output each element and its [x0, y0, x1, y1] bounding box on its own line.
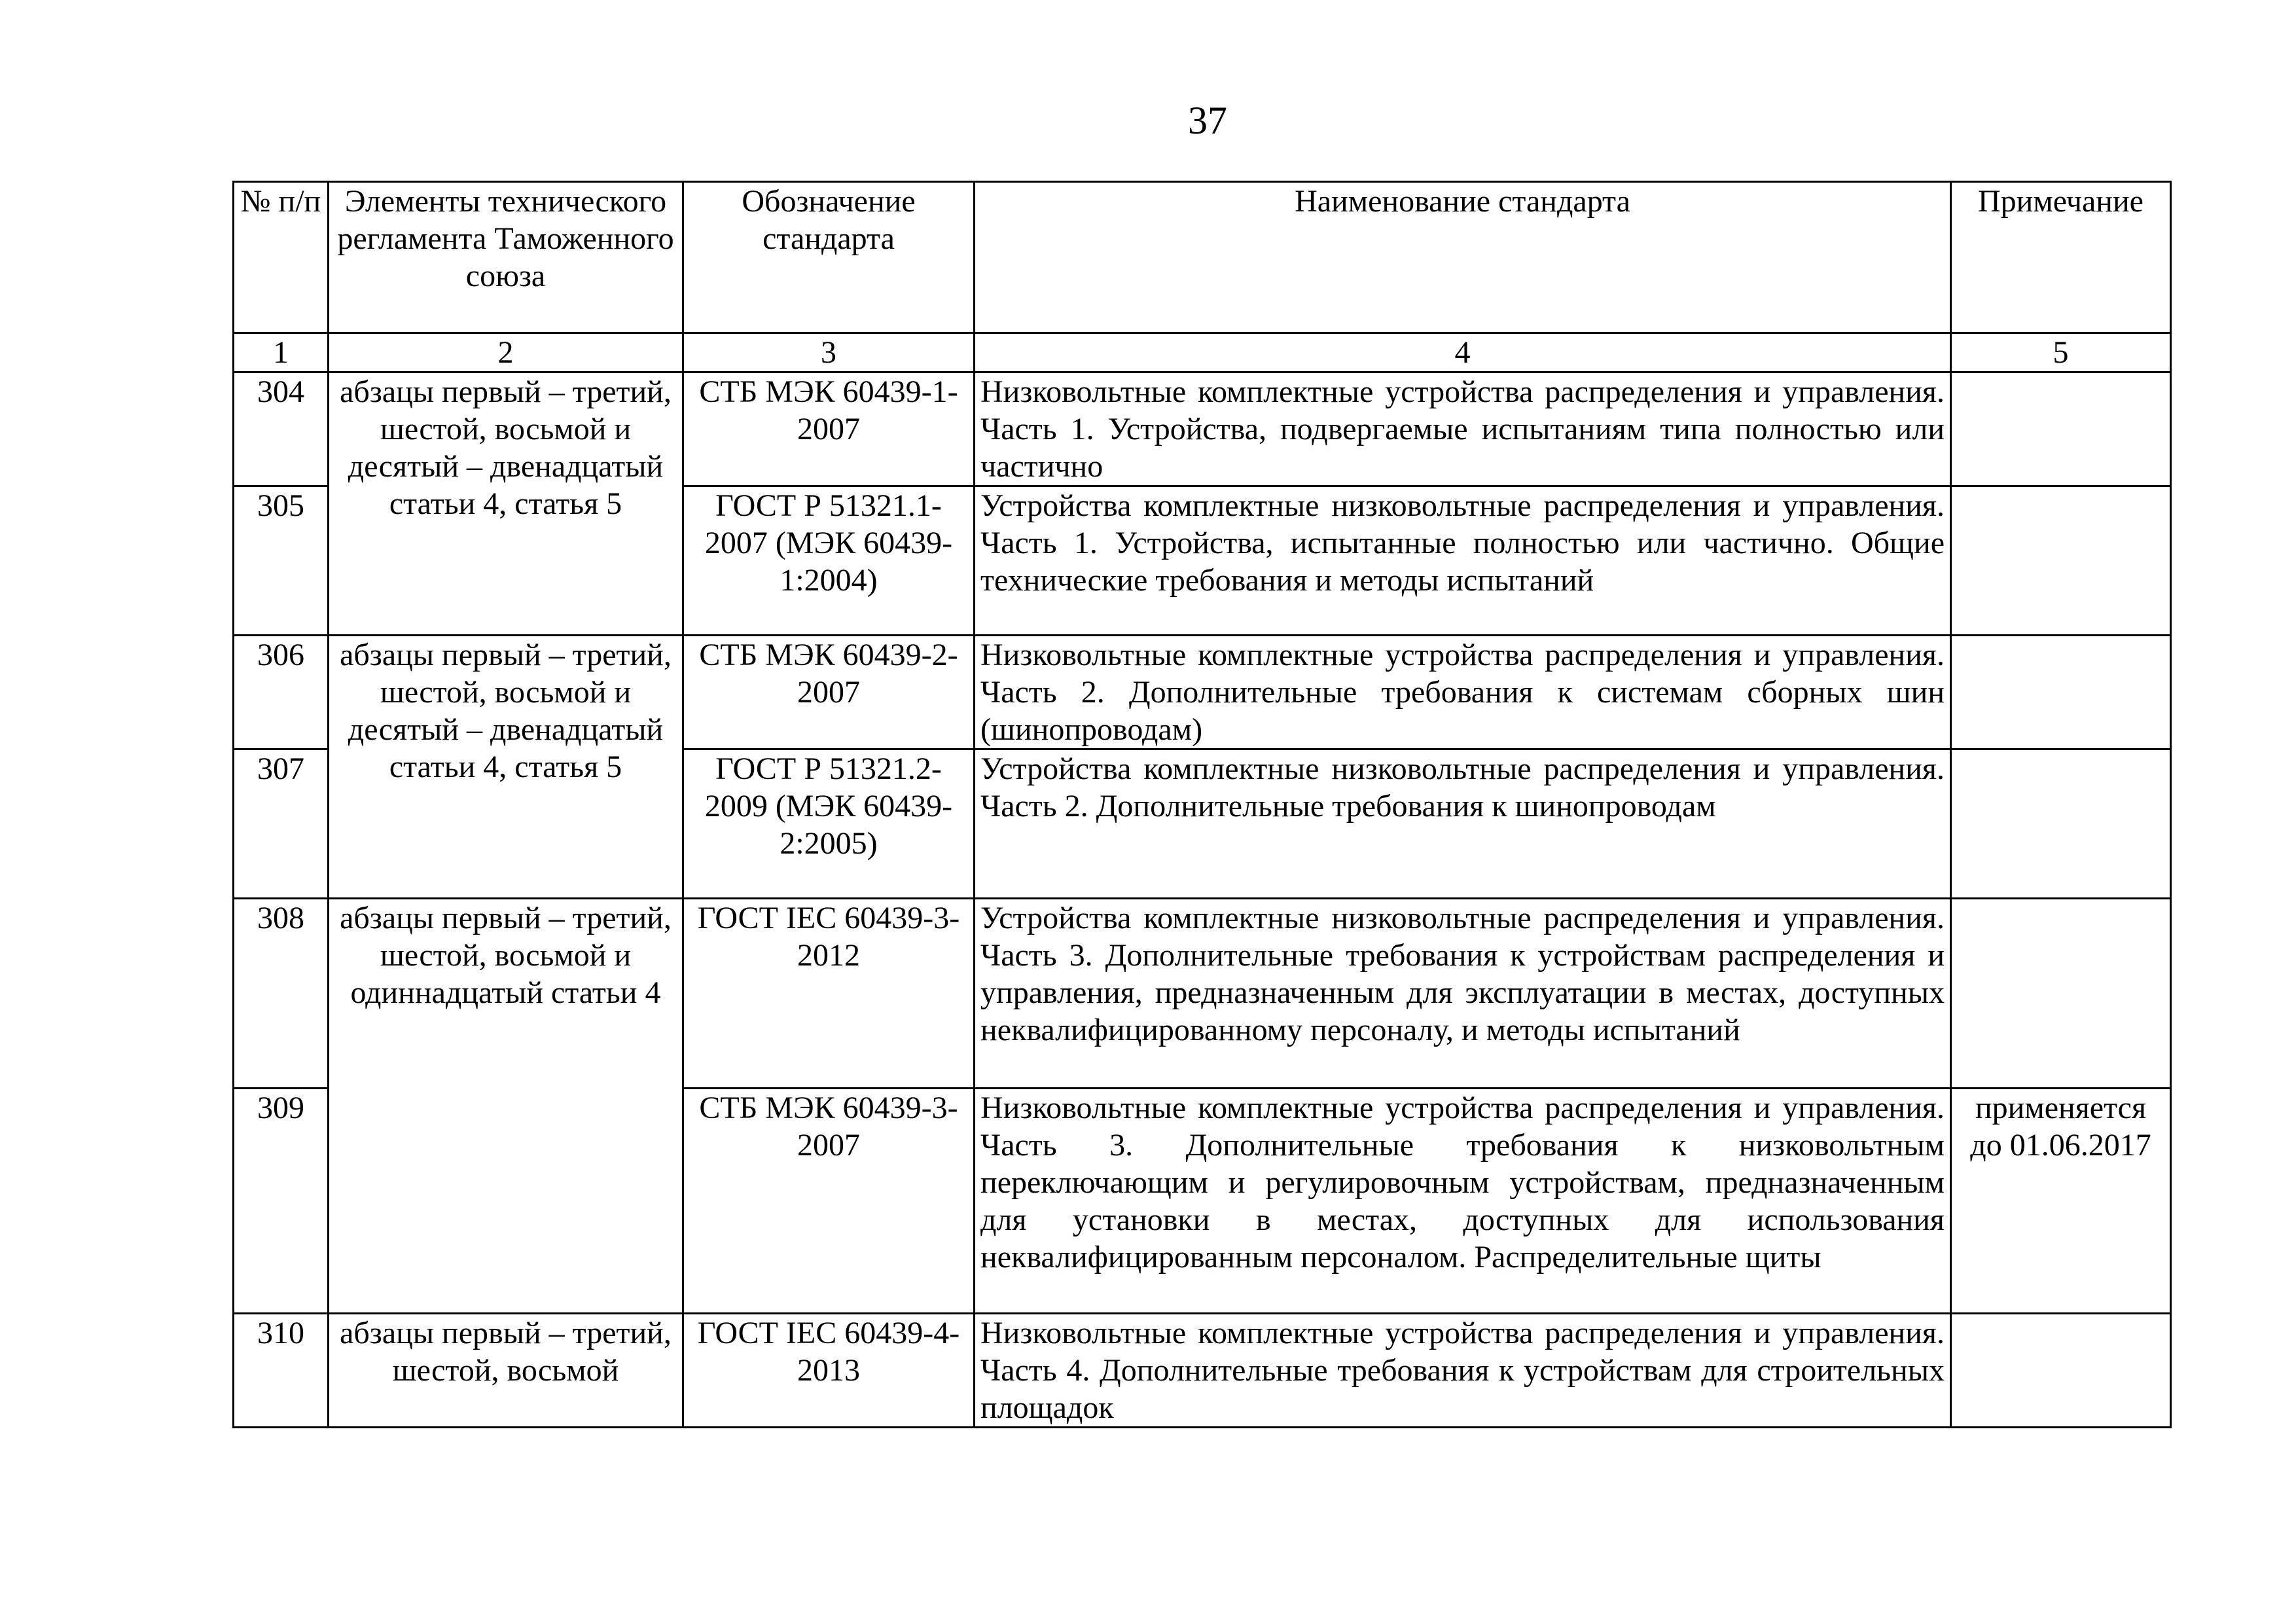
note: применяется до 01.06.2017: [1951, 1089, 2171, 1314]
row-number: 306: [234, 636, 329, 749]
row-number: 304: [234, 372, 329, 486]
table-row: [234, 372, 2171, 486]
standard-name: [975, 899, 1951, 1089]
standard-name-text: Низковольтные комплектные устройства распределения и управления. Часть 1. Устройства, подвергаемые испытаниям типа полностью или частично: [980, 374, 1945, 484]
standard-name: [975, 1089, 1951, 1314]
standard-name-text: Низковольтные комплектные устройства распределения и управления. Часть 4. Дополнительные требования к устройствам для строительных площадок: [980, 1316, 1945, 1425]
page-number: 37: [1188, 99, 1227, 142]
note: [1951, 749, 2171, 899]
standard-name-text: Устройства комплектные низковольтные распределения и управления. Часть 3. Дополнительные требования к устройствам распределения и управления, предназначенным для эксплуатации в местах, доступных неквалифицированному персоналу, и методы испытаний: [980, 901, 1945, 1047]
column-number: 2: [329, 333, 683, 372]
row-number: 308: [234, 899, 329, 1089]
regulation-elements: абзацы первый – третий, шестой, восьмой: [329, 1314, 683, 1428]
standard-designation: СТБ МЭК 60439-1-2007: [683, 372, 975, 486]
standard-name: [975, 1314, 1951, 1428]
standard-name-text: Устройства комплектные низковольтные распределения и управления. Часть 2. Дополнительные требования к шинопроводам: [980, 751, 1945, 823]
note: [1951, 636, 2171, 749]
regulation-elements: абзацы первый – третий, шестой, восьмой и одиннадцатый статьи 4: [329, 899, 683, 1314]
note: [1951, 372, 2171, 486]
standard-designation: СТБ МЭК 60439-2-2007: [683, 636, 975, 749]
note: [1951, 486, 2171, 636]
column-number: 3: [683, 333, 975, 372]
header-row: [234, 182, 2171, 333]
standard-designation: ГОСТ IEC 60439-4-2013: [683, 1314, 975, 1428]
note: [1951, 1314, 2171, 1428]
header-note: Примечание: [1951, 182, 2171, 333]
header-standard-name: Наименование стандарта: [975, 182, 1951, 333]
standard-designation: ГОСТ Р 51321.1-2007 (МЭК 60439-1:2004): [683, 486, 975, 636]
standard-name: [975, 372, 1951, 486]
row-number: 307: [234, 749, 329, 899]
standard-name-text: Низковольтные комплектные устройства распределения и управления. Часть 2. Дополнительные требования к системам сборных шин (шинопроводам): [980, 638, 1945, 747]
table-row: [234, 1314, 2171, 1428]
standard-designation: ГОСТ IEC 60439-3-2012: [683, 899, 975, 1089]
regulation-elements: абзацы первый – третий, шестой, восьмой и десятый – двенадцатый статьи 4, статья 5: [329, 636, 683, 899]
header-number: № п/п: [234, 182, 329, 333]
row-number: 305: [234, 486, 329, 636]
column-number: 1: [234, 333, 329, 372]
note: [1951, 899, 2171, 1089]
standard-name: [975, 486, 1951, 636]
table-row: [234, 636, 2171, 749]
row-number: 310: [234, 1314, 329, 1428]
column-number-row: [234, 333, 2171, 372]
standard-name: [975, 749, 1951, 899]
standard-designation: ГОСТ Р 51321.2-2009 (МЭК 60439-2:2005): [683, 749, 975, 899]
standard-name-text: Низковольтные комплектные устройства распределения и управления. Часть 3. Дополнительные требования к низковольтным переключающим и регулировочным устройствам, предназначенным для установки в местах, доступных для использования неквалифицированным персоналом. Распределительные щиты: [980, 1091, 1945, 1274]
standard-designation: СТБ МЭК 60439-3-2007: [683, 1089, 975, 1314]
table-row: [234, 899, 2171, 1089]
header-designation: Обозначение стандарта: [683, 182, 975, 333]
regulation-elements: абзацы первый – третий, шестой, восьмой и десятый – двенадцатый статьи 4, статья 5: [329, 372, 683, 636]
column-number: 4: [975, 333, 1951, 372]
header-elements: Элементы технического регламента Таможенного союза: [329, 182, 683, 333]
column-number: 5: [1951, 333, 2171, 372]
standards-table: [232, 181, 2172, 1428]
standard-name: [975, 636, 1951, 749]
standard-name-text: Устройства комплектные низковольтные распределения и управления. Часть 1. Устройства, испытанные полностью или частично. Общие технические требования и методы испытаний: [980, 488, 1945, 598]
row-number: 309: [234, 1089, 329, 1314]
